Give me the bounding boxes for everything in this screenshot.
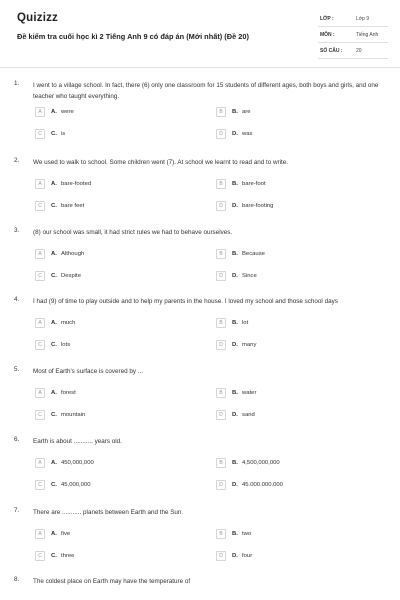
option-letter: B. bbox=[232, 180, 238, 187]
option-box: D bbox=[216, 129, 226, 139]
option-letter: A. bbox=[51, 389, 57, 396]
question-text: I had (9) of time to play outside and to help my parents in the house. I loved my school and those school days bbox=[33, 298, 338, 305]
option-box: B bbox=[216, 318, 226, 328]
meta-label: SỐ CÂU : bbox=[320, 48, 343, 54]
option-text: forest bbox=[61, 389, 76, 396]
meta-value: Lớp 9 bbox=[356, 16, 370, 22]
option-box: C bbox=[35, 480, 45, 490]
option-letter: C. bbox=[51, 411, 57, 418]
option-text: sand bbox=[242, 411, 255, 418]
option-letter: D. bbox=[232, 130, 238, 137]
option-text: was bbox=[242, 130, 253, 137]
question-text: I went to a village school. In fact, there (6) only one classroom for 15 students of different ages, both boys and girls, and one teacher who taught everything. bbox=[33, 82, 379, 100]
question-number: 7. bbox=[14, 507, 20, 514]
question-number: 2. bbox=[14, 157, 20, 164]
quizizz-logo: Quizizz bbox=[17, 12, 59, 24]
option-box: A bbox=[35, 318, 45, 328]
option-text: 45,000,000 bbox=[61, 481, 91, 488]
option-letter: A. bbox=[51, 459, 57, 466]
option-text: four bbox=[242, 552, 253, 559]
option-letter: B. bbox=[232, 319, 238, 326]
option-letter: B. bbox=[232, 108, 238, 115]
option-text: is bbox=[61, 130, 66, 137]
option-letter: A. bbox=[51, 250, 57, 257]
option-text: 45.000.000.000 bbox=[242, 481, 283, 488]
question-number: 3. bbox=[14, 227, 20, 234]
option-box: C bbox=[35, 129, 45, 139]
option-letter: A. bbox=[51, 319, 57, 326]
option-box: D bbox=[216, 410, 226, 420]
option-text: bare-footing bbox=[242, 202, 274, 209]
option-text: much bbox=[61, 319, 76, 326]
option-letter: D. bbox=[232, 481, 238, 488]
option-letter: B. bbox=[232, 389, 238, 396]
option-text: are bbox=[242, 108, 251, 115]
option-text: lot bbox=[242, 319, 249, 326]
option-letter: C. bbox=[51, 341, 57, 348]
question-text: The coldest place on Earth may have the temperature of bbox=[33, 578, 191, 585]
option-text: Although bbox=[61, 250, 85, 257]
option-letter: D. bbox=[232, 202, 238, 209]
option-box: B bbox=[216, 249, 226, 259]
option-text: bare-foot bbox=[242, 180, 266, 187]
option-box: A bbox=[35, 529, 45, 539]
option-letter: C. bbox=[51, 130, 57, 137]
meta-row-grade bbox=[318, 12, 388, 27]
option-letter: D. bbox=[232, 552, 238, 559]
option-letter: D. bbox=[232, 411, 238, 418]
question-text: We used to walk to school. Some children went (7). At school we learnt to read and to write. bbox=[33, 159, 289, 166]
option-text: two bbox=[242, 530, 252, 537]
option-box: B bbox=[216, 179, 226, 189]
option-letter: C. bbox=[51, 552, 57, 559]
option-box: C bbox=[35, 340, 45, 350]
option-letter: C. bbox=[51, 481, 57, 488]
question-text: Most of Earth's surface is covered by ... bbox=[33, 368, 144, 375]
meta-label: LỚP : bbox=[320, 16, 334, 22]
option-box: B bbox=[216, 458, 226, 468]
page-header bbox=[0, 0, 400, 68]
option-letter: B. bbox=[232, 250, 238, 257]
option-box: B bbox=[216, 388, 226, 398]
option-box: C bbox=[35, 551, 45, 561]
question-number: 1. bbox=[14, 80, 20, 87]
option-box: C bbox=[35, 410, 45, 420]
option-letter: C. bbox=[51, 202, 57, 209]
option-text: bare-footed bbox=[61, 180, 92, 187]
option-letter: C. bbox=[51, 272, 57, 279]
question-number: 4. bbox=[14, 296, 20, 303]
meta-value: 20 bbox=[356, 48, 362, 54]
option-box: D bbox=[216, 340, 226, 350]
option-text: water bbox=[242, 389, 257, 396]
option-box: D bbox=[216, 271, 226, 281]
option-box: D bbox=[216, 201, 226, 211]
option-box: C bbox=[35, 201, 45, 211]
option-text: Since bbox=[242, 272, 257, 279]
question-text: Earth is about ........... years old. bbox=[33, 438, 122, 445]
option-letter: A. bbox=[51, 108, 57, 115]
option-box: A bbox=[35, 458, 45, 468]
question-number: 5. bbox=[14, 366, 20, 373]
option-letter: B. bbox=[232, 530, 238, 537]
option-text: five bbox=[61, 530, 71, 537]
option-letter: A. bbox=[51, 530, 57, 537]
option-box: A bbox=[35, 249, 45, 259]
option-text: 450,000,000 bbox=[61, 459, 94, 466]
question-number: 8. bbox=[14, 576, 20, 583]
option-text: mountain bbox=[61, 411, 86, 418]
option-box: D bbox=[216, 551, 226, 561]
option-box: B bbox=[216, 529, 226, 539]
option-text: three bbox=[61, 552, 75, 559]
option-letter: A. bbox=[51, 180, 57, 187]
option-text: lots bbox=[61, 341, 71, 348]
meta-label: MÔN : bbox=[320, 32, 335, 38]
option-box: B bbox=[216, 107, 226, 117]
option-box: D bbox=[216, 480, 226, 490]
question-text: (8) our school was small, it had strict rules we had to behave ourselves. bbox=[33, 229, 233, 236]
option-text: bare feet bbox=[61, 202, 85, 209]
question-text: There are ........... planets between Earth and the Sun. bbox=[33, 509, 184, 516]
meta-value: Tiếng Anh bbox=[356, 32, 379, 38]
option-letter: D. bbox=[232, 341, 238, 348]
meta-row-subject bbox=[318, 28, 388, 43]
meta-row-count bbox=[318, 44, 388, 59]
option-text: 4,500,000,000 bbox=[242, 459, 280, 466]
question-number: 6. bbox=[14, 436, 20, 443]
option-letter: D. bbox=[232, 272, 238, 279]
document-title: Đề kiểm tra cuối học kì 2 Tiếng Anh 9 có đáp án (Mới nhất) (Đề 20) bbox=[17, 32, 249, 41]
option-letter: B. bbox=[232, 459, 238, 466]
option-text: Despite bbox=[61, 272, 81, 279]
option-text: were bbox=[61, 108, 74, 115]
option-box: A bbox=[35, 107, 45, 117]
option-text: many bbox=[242, 341, 257, 348]
option-box: C bbox=[35, 271, 45, 281]
option-box: A bbox=[35, 179, 45, 189]
option-box: A bbox=[35, 388, 45, 398]
option-text: Because bbox=[242, 250, 265, 257]
